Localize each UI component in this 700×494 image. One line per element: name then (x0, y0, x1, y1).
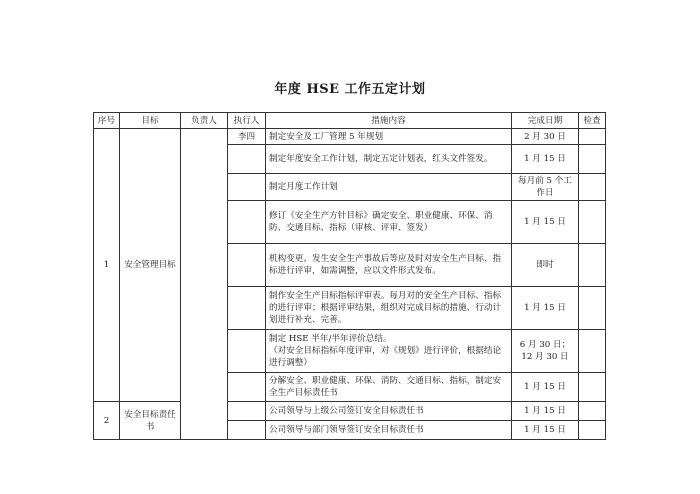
row-measure: 制定 HSE 半年/半年评价总结。 （对安全目标指标年度评审，对《规划》进行评价，根据结论进行调整） (266, 330, 512, 373)
row-check (579, 330, 606, 373)
row-executor (228, 402, 266, 421)
table-row (94, 402, 606, 421)
row-executor (228, 174, 266, 201)
hse-plan-table (93, 112, 606, 440)
row-date: 1 月 15 日 (512, 145, 579, 174)
row-measure: 公司领导与上级公司签订安全目标责任书 (266, 402, 512, 421)
row-executor (228, 145, 266, 174)
group-responsible (181, 129, 228, 440)
row-executor (228, 421, 266, 440)
row-measure: 制作安全生产目标指标评审表。每月对的安全生产目标、指标的进行评审；根据评审结果，组织对完成目标的措施、行动计划进行补充、完善。 (266, 287, 512, 330)
header-check: 检查 (579, 113, 606, 129)
group-seq: 2 (94, 402, 120, 440)
table-row (94, 129, 606, 145)
row-check (579, 373, 606, 402)
row-date: 每月前 5 个工作日 (512, 174, 579, 201)
group-goal: 安全管理目标 (120, 129, 181, 402)
row-date: 1 月 15 日 (512, 373, 579, 402)
group-goal: 安全目标责任书 (120, 402, 181, 440)
row-measure: 机构变更、发生安全生产事故后等应及时对安全生产目标、指标进行评审，如需调整，应以文件形式发布。 (266, 244, 512, 287)
row-measure: 制定安全及工厂管理 5 年规划 (266, 129, 512, 145)
row-measure: 制定月度工作计划 (266, 174, 512, 201)
row-check (579, 174, 606, 201)
row-date: 2 月 30 日 (512, 129, 579, 145)
row-check (579, 145, 606, 174)
row-check (579, 201, 606, 244)
row-check (579, 129, 606, 145)
header-measure: 措施内容 (266, 113, 512, 129)
row-executor (228, 373, 266, 402)
row-check (579, 244, 606, 287)
group-seq: 1 (94, 129, 120, 402)
row-measure: 分解安全、职业健康、环保、消防、交通目标、指标，制定安全生产目标责任书 (266, 373, 512, 402)
row-date: 1 月 15 日 (512, 287, 579, 330)
header-executor: 执行人 (228, 113, 266, 129)
row-check (579, 287, 606, 330)
row-check (579, 421, 606, 440)
row-measure: 修订《安全生产方针目标》确定安全、职业健康、环保、消防、交通目标、指标（审核、评审、签发） (266, 201, 512, 244)
row-date: 1 月 15 日 (512, 201, 579, 244)
row-date: 即时 (512, 244, 579, 287)
row-date: 6 月 30 日；12 月 30 日 (512, 330, 579, 373)
row-executor: 李四 (228, 129, 266, 145)
row-executor (228, 287, 266, 330)
table-header-row (94, 113, 606, 129)
row-measure: 公司领导与部门领导签订安全目标责任书 (266, 421, 512, 440)
header-responsible: 负责人 (181, 113, 228, 129)
header-seq: 序号 (94, 113, 120, 129)
row-date: 1 月 15 日 (512, 402, 579, 421)
row-executor (228, 244, 266, 287)
row-check (579, 402, 606, 421)
row-date: 1 月 15 日 (512, 421, 579, 440)
document-title: 年度 HSE 工作五定计划 (274, 82, 426, 97)
header-date: 完成日期 (512, 113, 579, 129)
header-goal: 目标 (120, 113, 181, 129)
row-measure: 制定年度安全工作计划，制定五定计划表，红头文件签发。 (266, 145, 512, 174)
row-executor (228, 330, 266, 373)
row-executor (228, 201, 266, 244)
